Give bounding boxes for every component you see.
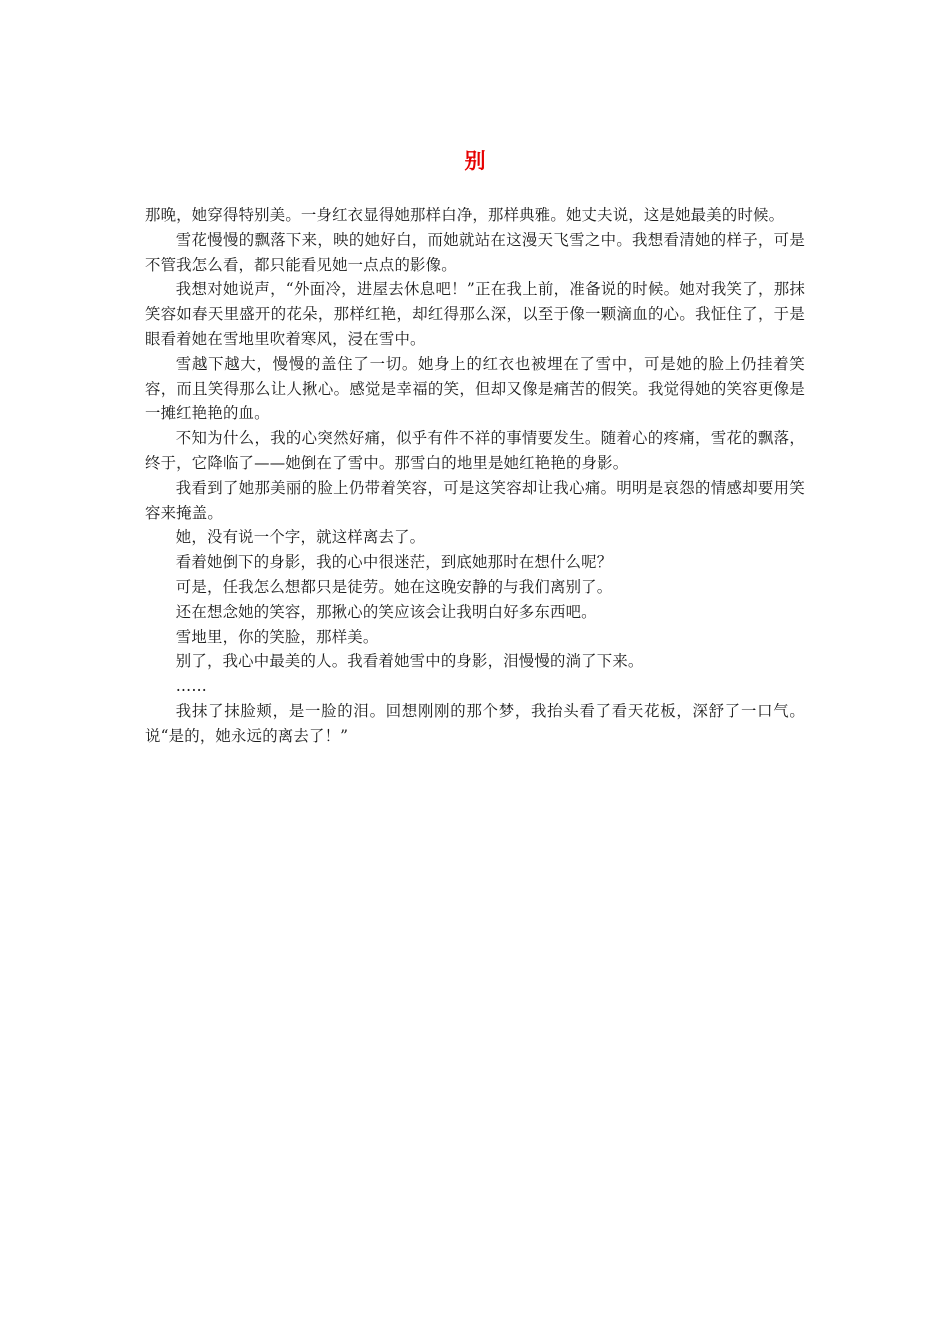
paragraph-6: 我看到了她那美丽的脸上仍带着笑容，可是这笑容却让我心痛。明明是哀怨的情感却要用笑容来掩盖。 xyxy=(145,478,805,522)
paragraph-3: 我想对她说声，“外面冷，进屋去休息吧！”正在我上前，准备说的时候。她对我笑了，那抹笑容如春天里盛开的花朵，那样红艳，却红得那么深，以至于像一颗滴血的心。我怔住了，于是眼看着她在雪地里吹着寒风，浸在雪中。 xyxy=(145,280,805,348)
paragraph-9: 可是，任我怎么想都只是徒劳。她在这晚安静的与我们离别了。 xyxy=(175,577,613,596)
paragraph-5: 不知为什么，我的心突然好痛，似乎有件不祥的事情要发生。随着心的疼痛，雪花的飘落，终于，它降临了——她倒在了雪中。那雪白的地里是她红艳艳的身影。 xyxy=(145,429,805,472)
paragraph-7: 她，没有说一个字，就这样离去了。 xyxy=(175,528,426,547)
paragraph-12: 别了，我心中最美的人。我看着她雪中的身影，泪慢慢的淌了下来。 xyxy=(175,652,644,671)
document-title: 别 xyxy=(464,148,486,173)
ellipsis-paragraph: …… xyxy=(175,677,207,696)
paragraph-8: 看着她倒下的身影，我的心中很迷茫，到底她那时在想什么呢？ xyxy=(175,553,613,572)
paragraph-2: 雪花慢慢的飘落下来，映的她好白，而她就站在这漫天飞雪之中。我想看清她的样子，可是不管我怎么看，都只能看见她一点点的影像。 xyxy=(145,230,805,274)
paragraph-1: 那晚，她穿得特别美。一身红衣显得她那样白净，那样典雅。她丈夫说，这是她最美的时候。 xyxy=(145,206,785,224)
paragraph-11: 雪地里，你的笑脸，那样美。 xyxy=(175,627,379,646)
paragraph-4: 雪越下越大，慢慢的盖住了一切。她身上的红衣也被埋在了雪中，可是她的脸上仍挂着笑容，而且笑得那么让人揪心。感觉是幸福的笑，但却又像是痛苦的假笑。我觉得她的笑容更像是一摊红艳艳的血。 xyxy=(145,354,805,423)
paragraph-14: 我抹了抹脸颊，是一脸的泪。回想刚刚的那个梦，我抬头看了看天花板，深舒了一口气。说“是的，她永远的离去了！” xyxy=(145,701,805,745)
document-body xyxy=(145,203,805,749)
paragraph-10: 还在想念她的笑容，那揪心的笑应该会让我明白好多东西吧。 xyxy=(175,602,597,621)
